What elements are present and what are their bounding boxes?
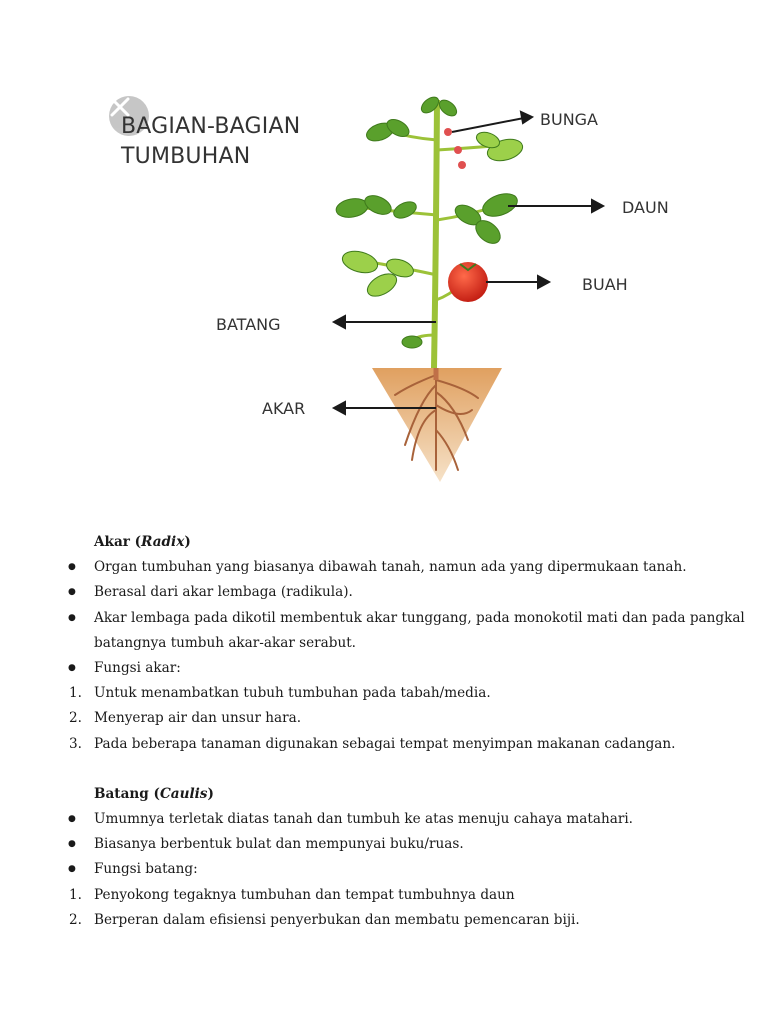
numbered-item-text: Berperan dalam efisiensi penyerbukan dan membatu pemencaran biji. xyxy=(94,911,580,928)
number-marker: 1. xyxy=(69,886,82,903)
number-marker: 2. xyxy=(69,911,82,928)
list-item xyxy=(0,832,768,857)
label-daun: DAUN xyxy=(622,198,669,217)
list-item xyxy=(0,606,768,631)
list-item-text: batangnya tumbuh akar-akar serabut. xyxy=(94,634,356,651)
numbered-item xyxy=(0,883,768,908)
figure-title-line1: BAGIAN-BAGIAN xyxy=(121,114,301,139)
list-item xyxy=(0,580,768,605)
numbered-item-text: Pada beberapa tanaman digunakan sebagai tempat menyimpan makanan cadangan. xyxy=(94,735,676,752)
label-buah: BUAH xyxy=(582,275,628,294)
numbered-item xyxy=(0,732,768,757)
numbered-item xyxy=(0,706,768,731)
tomato-fruit xyxy=(448,262,488,302)
numbered-item-text: Penyokong tegaknya tumbuhan dan tempat tumbuhnya daun xyxy=(94,886,515,903)
numbered-item-text: Untuk menambatkan tubuh tumbuhan pada tabah/media. xyxy=(94,685,491,702)
bullet-marker: ● xyxy=(68,587,76,598)
list-item-text: Fungsi batang: xyxy=(94,861,198,878)
list-item-text: Fungsi akar: xyxy=(94,660,181,677)
bullet-marker: ● xyxy=(68,612,76,623)
list-item xyxy=(0,555,768,580)
numbered-item-text: Menyerap air dan unsur hara. xyxy=(94,710,302,727)
list-item-continuation xyxy=(0,631,768,656)
heading-akar-latin: Radix xyxy=(141,534,185,550)
numbered-item xyxy=(0,681,768,706)
heading-batang-latin: Caulis xyxy=(159,785,208,802)
number-marker: 2. xyxy=(69,710,82,727)
section-heading-akar: Akar (Radix) xyxy=(94,534,191,550)
number-marker: 1. xyxy=(69,685,82,702)
list-item-text: Berasal dari akar lembaga (radikula). xyxy=(94,584,353,601)
list-item xyxy=(0,857,768,882)
list-item-text: Akar lembaga pada dikotil membentuk akar tunggang, pada monokotil mati dan pada pangkal xyxy=(94,609,745,626)
bullet-marker: ● xyxy=(68,814,76,825)
list-item xyxy=(0,807,768,832)
heading-batang-title: Batang xyxy=(94,785,149,802)
bullet-marker: ● xyxy=(68,562,76,573)
bullet-marker: ● xyxy=(68,663,76,674)
list-item xyxy=(0,656,768,681)
list-item-text: Biasanya berbentuk bulat dan mempunyai buku/ruas. xyxy=(94,836,464,853)
list-item-text: Umumnya terletak diatas tanah dan tumbuh ke atas menuju cahaya matahari. xyxy=(94,811,633,828)
bullet-marker: ● xyxy=(68,839,76,850)
figure-title-line2: TUMBUHAN xyxy=(121,144,251,169)
label-bunga: BUNGA xyxy=(540,110,598,129)
bullet-marker: ● xyxy=(68,864,76,875)
leaves xyxy=(335,94,525,348)
heading-akar-title: Akar xyxy=(94,534,130,550)
numbered-item xyxy=(0,908,768,933)
document-text xyxy=(0,530,768,933)
section-heading-batang: Batang (Caulis) xyxy=(94,785,214,802)
list-item-text: Organ tumbuhan yang biasanya dibawah tanah, namun ada yang dipermukaan tanah. xyxy=(94,559,687,576)
label-akar: AKAR xyxy=(262,399,306,418)
label-batang: BATANG xyxy=(216,315,281,334)
figure-title xyxy=(121,112,300,172)
number-marker: 3. xyxy=(69,735,82,752)
